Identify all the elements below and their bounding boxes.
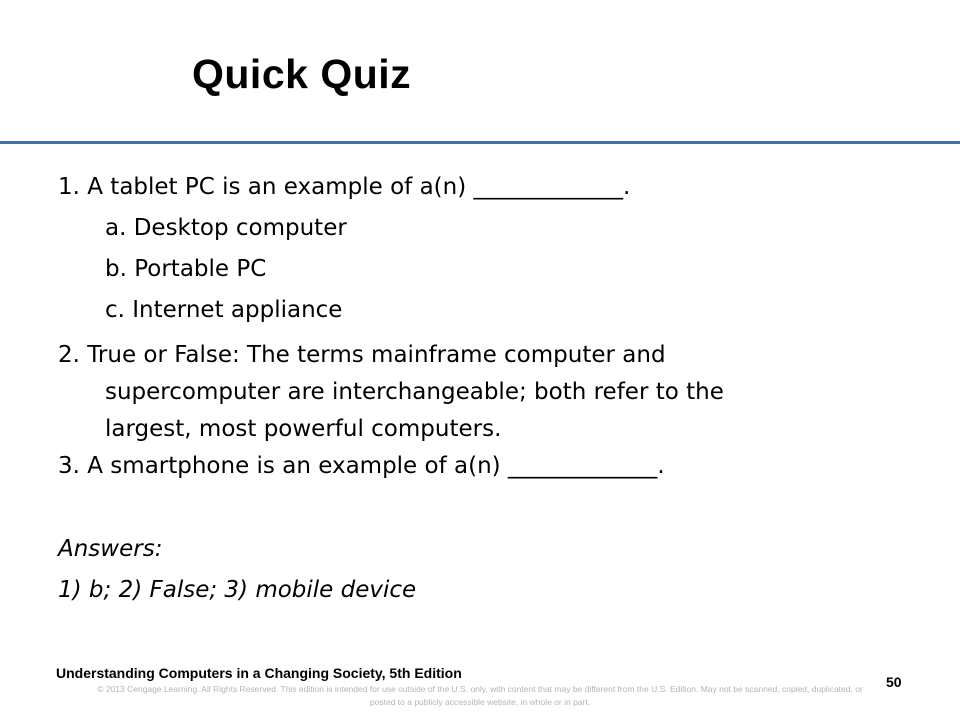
question-2-first-line: 2. True or False: The terms mainframe computer and: [58, 342, 666, 368]
footer-book-title: Understanding Computers in a Changing Society, 5th Edition: [56, 665, 462, 681]
title-divider: [0, 141, 960, 144]
quiz-content: [0, 160, 960, 620]
page-number: 50: [886, 674, 902, 690]
question-2: [58, 337, 798, 448]
slide-title: Quick Quiz: [192, 51, 412, 97]
answers-label: Answers:: [58, 536, 163, 562]
question-1-option-b: b. Portable PC: [105, 256, 267, 282]
question-3: 3. A smartphone is an example of a(n) _____________.: [58, 453, 665, 479]
question-1-option-c: c. Internet appliance: [105, 297, 343, 323]
question-1-option-a: a. Desktop computer: [105, 215, 347, 241]
question-2-continuation: supercomputer are interchangeable; both refer to the largest, most powerful computers.: [105, 379, 724, 442]
answers-text: 1) b; 2) False; 3) mobile device: [58, 577, 417, 603]
question-1: 1. A tablet PC is an example of a(n) _____________.: [58, 174, 631, 200]
footer-copyright: © 2013 Cengage Learning. All Rights Reserved. This edition is intended for use outside of the U.S. only, with content that may be different from the U.S. Edition. May not be scanned, copied, duplicated, or posted to a publicly accessible website, in whole or in part.: [97, 684, 863, 707]
